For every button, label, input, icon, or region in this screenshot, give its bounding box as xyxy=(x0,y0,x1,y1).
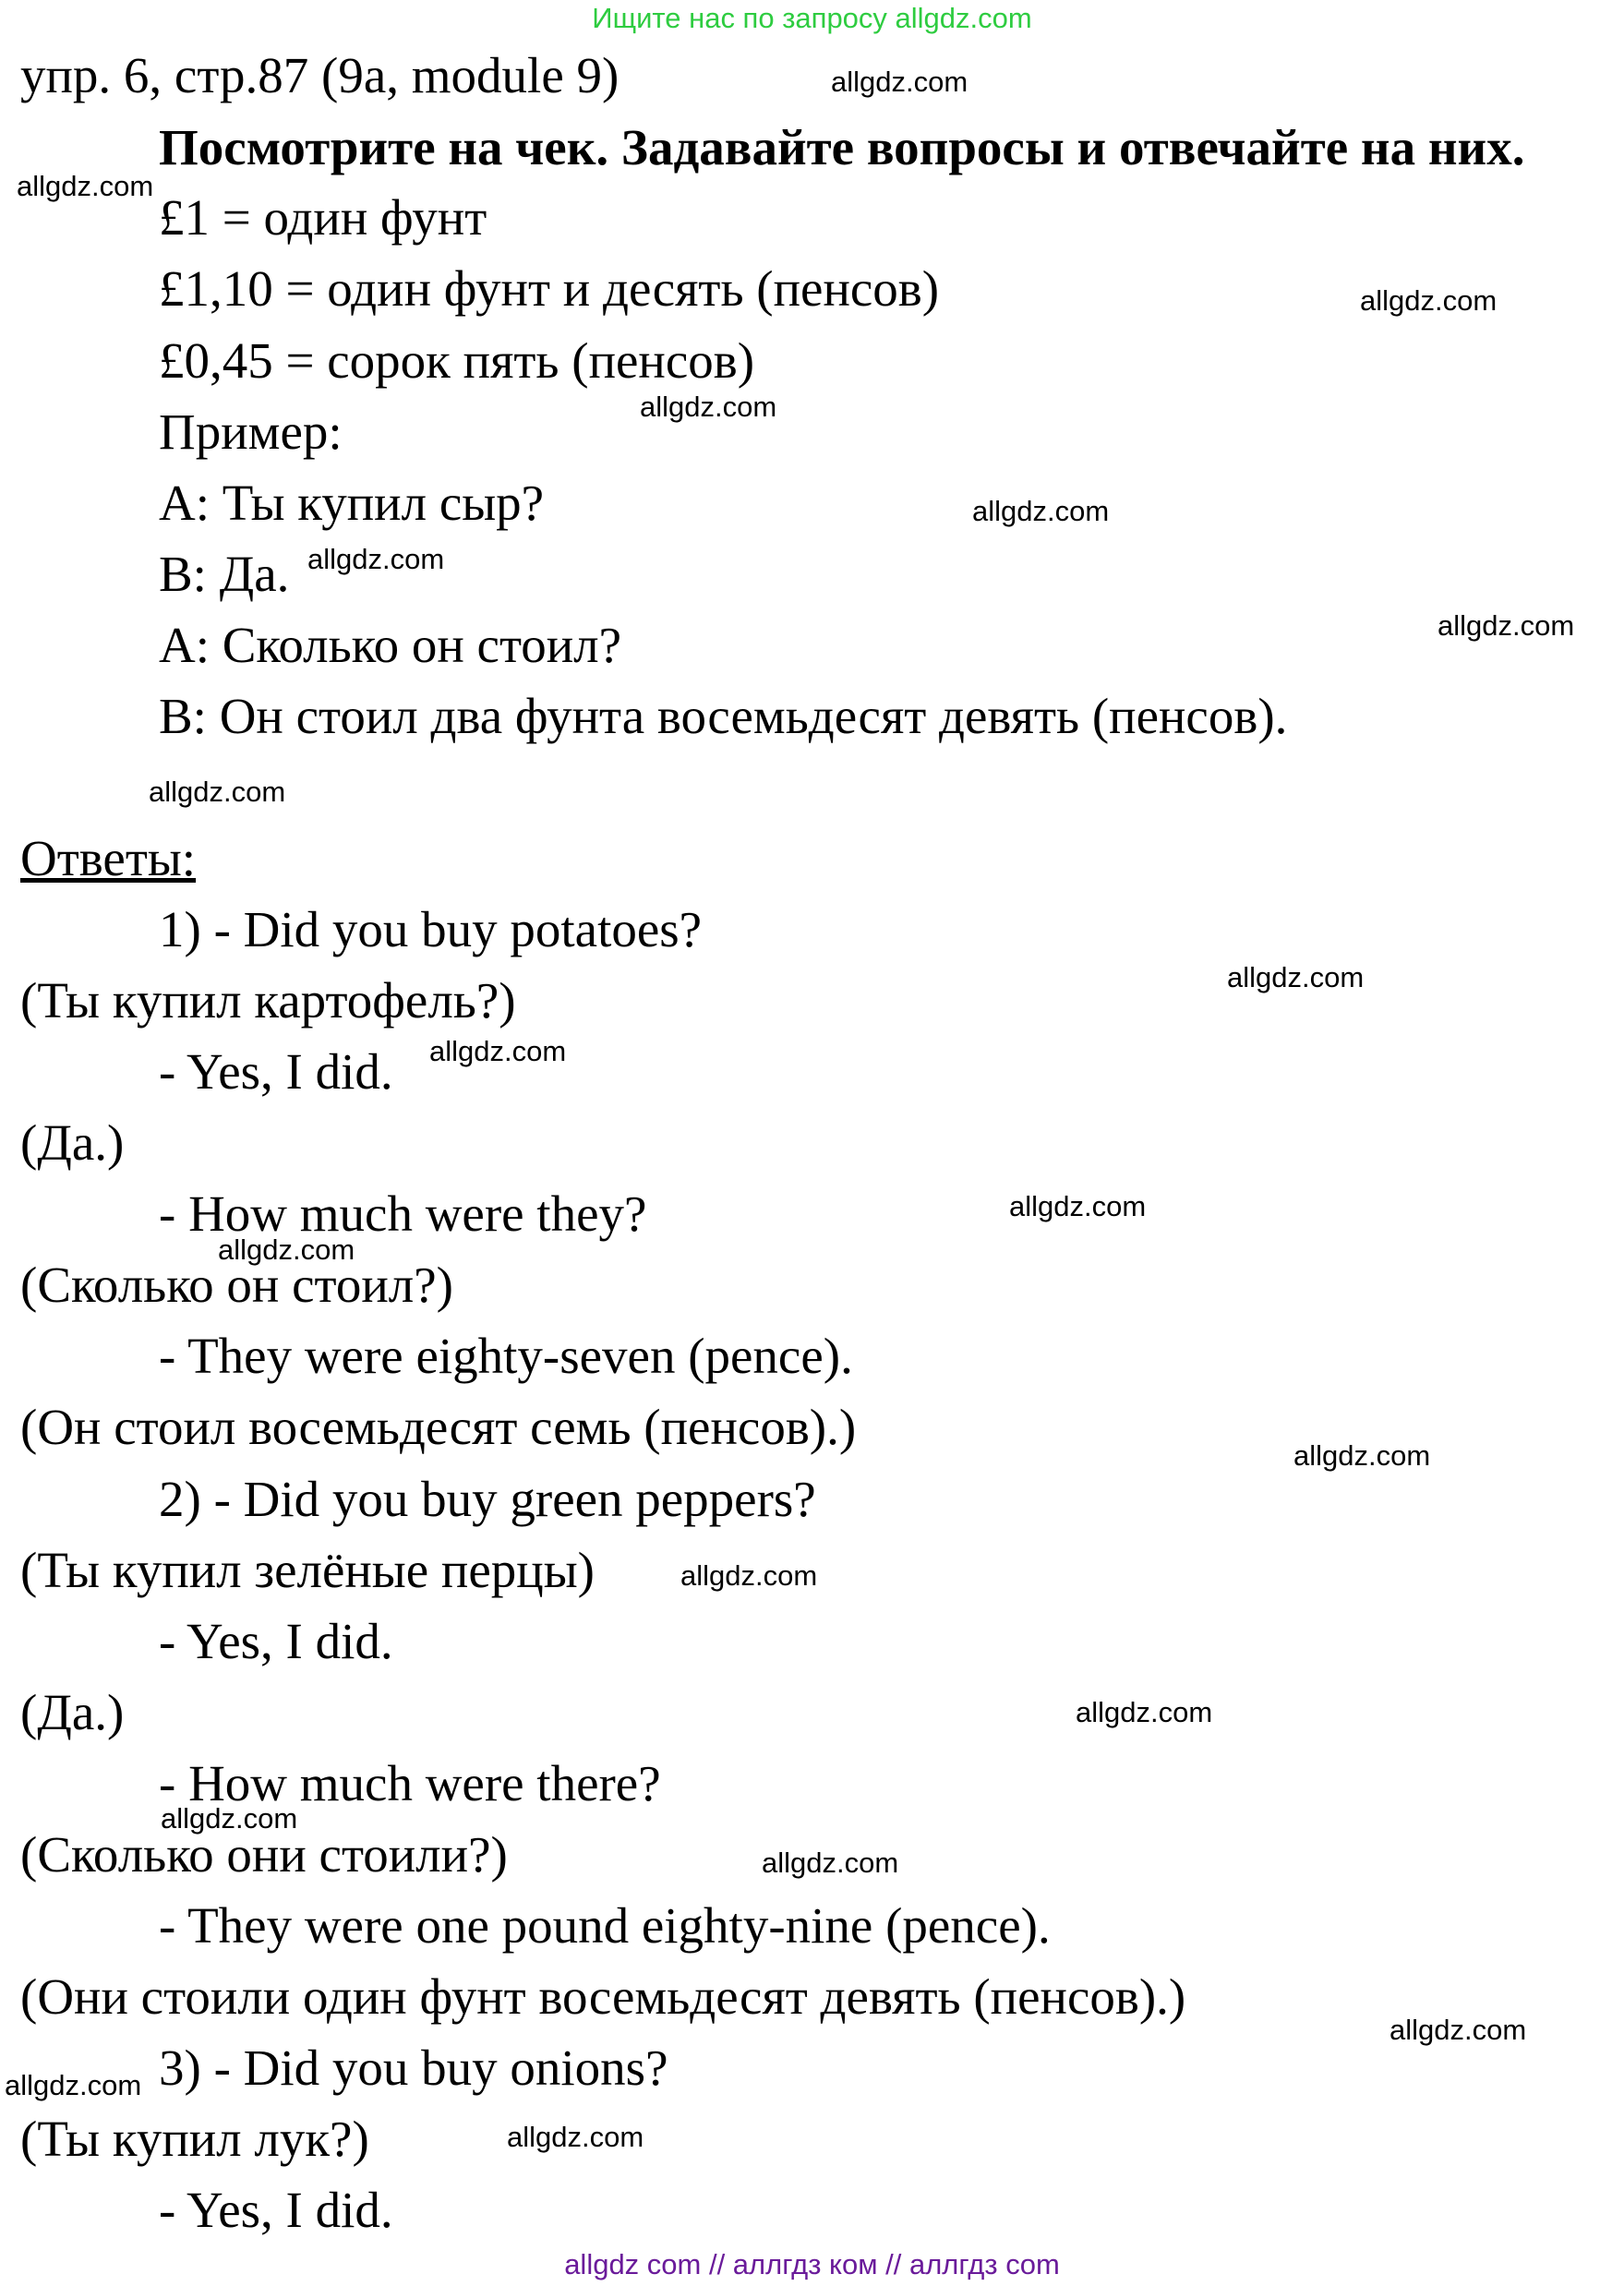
bottom-banner[interactable]: allgdz com // аллгдз ком // аллгдз com xyxy=(564,2248,1060,2280)
watermark: allgdz.com xyxy=(17,170,154,202)
task-line: Пример: xyxy=(159,403,343,460)
top-banner[interactable]: Ищите нас по запросу allgdz.com xyxy=(592,2,1032,34)
watermark: allgdz.com xyxy=(507,2121,644,2153)
watermark: allgdz.com xyxy=(762,1847,899,1879)
task-line: £1,10 = один фунт и десять (пенсов) xyxy=(159,260,940,317)
answer-line: 2) - Did you buy green peppers? xyxy=(159,1471,816,1527)
answers-heading: Ответы: xyxy=(20,830,197,886)
watermark: allgdz.com xyxy=(680,1559,818,1592)
answer-line: (Ты купил лук?) xyxy=(20,2111,369,2167)
task-line: B: Да. xyxy=(159,546,290,602)
watermark: allgdz.com xyxy=(1076,1696,1213,1728)
watermark: allgdz.com xyxy=(5,2069,142,2101)
answer-line: - Yes, I did. xyxy=(159,2182,393,2238)
watermark: allgdz.com xyxy=(972,495,1110,527)
task-title: Посмотрите на чек. Задавайте вопросы и отвечайте на них. xyxy=(159,119,1525,175)
watermark: allgdz.com xyxy=(149,776,286,808)
answer-line: - They were one pound eighty-nine (pence). xyxy=(159,1897,1051,1954)
watermark: allgdz.com xyxy=(1009,1190,1147,1222)
watermark: allgdz.com xyxy=(307,543,445,575)
answer-line: 1) - Did you buy potatoes? xyxy=(159,901,703,957)
answer-line: (Сколько он стоил?) xyxy=(20,1257,453,1313)
watermark: allgdz.com xyxy=(218,1233,355,1266)
watermark: allgdz.com xyxy=(429,1035,567,1067)
task-line: £0,45 = сорок пять (пенсов) xyxy=(159,332,755,389)
answer-line: (Они стоили один фунт восемьдесят девять (пенсов).) xyxy=(20,1968,1186,2025)
answer-line: (Да.) xyxy=(20,1114,125,1171)
exercise-header: упр. 6, стр.87 (9a, module 9) xyxy=(20,47,620,103)
answer-line: - They were eighty-seven (pence). xyxy=(159,1328,853,1384)
watermark: allgdz.com xyxy=(831,66,968,98)
answer-line: - Yes, I did. xyxy=(159,1043,393,1100)
watermark: allgdz.com xyxy=(1438,609,1575,642)
answer-line: - Yes, I did. xyxy=(159,1613,393,1669)
watermark: allgdz.com xyxy=(161,1802,298,1835)
watermark: allgdz.com xyxy=(1389,2014,1527,2046)
watermark: allgdz.com xyxy=(1360,284,1498,317)
task-line: B: Он стоил два фунта восемьдесят девять (пенсов). xyxy=(159,688,1288,744)
answer-line: (Сколько они стоили?) xyxy=(20,1826,508,1883)
answer-line: (Да.) xyxy=(20,1684,125,1740)
task-line: A: Сколько он стоил? xyxy=(159,617,622,673)
answer-line: - How much were there? xyxy=(159,1755,661,1811)
task-line: £1 = один фунт xyxy=(159,189,487,246)
answer-line: (Он стоил восемьдесят семь (пенсов).) xyxy=(20,1399,857,1455)
answer-line: - How much were they? xyxy=(159,1185,647,1242)
watermark: allgdz.com xyxy=(1227,961,1365,993)
answer-line: (Ты купил картофель?) xyxy=(20,972,516,1029)
watermark: allgdz.com xyxy=(640,391,777,423)
answer-line: 3) - Did you buy onions? xyxy=(159,2039,668,2096)
watermark: allgdz.com xyxy=(1293,1439,1431,1472)
task-line: A: Ты купил сыр? xyxy=(159,475,545,531)
answer-line: (Ты купил зелёные перцы) xyxy=(20,1542,595,1598)
